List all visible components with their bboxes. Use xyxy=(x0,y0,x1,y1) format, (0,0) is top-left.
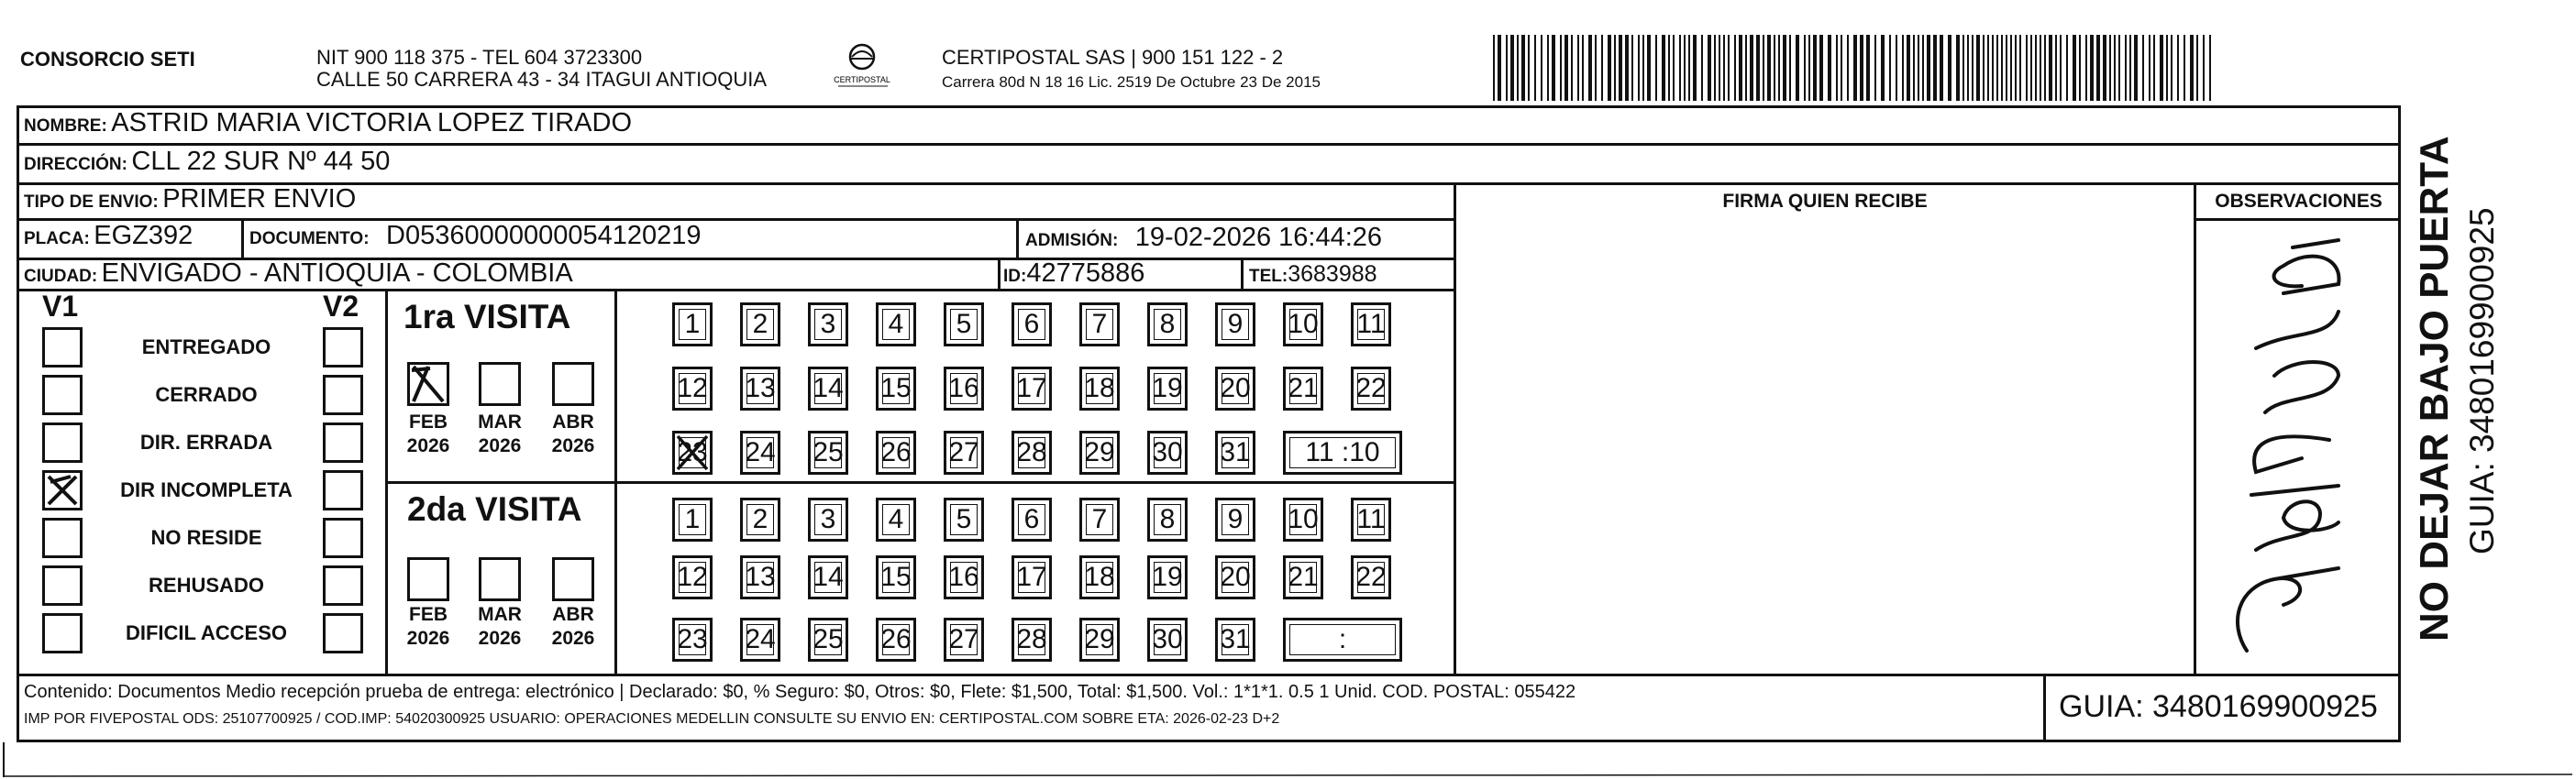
company-address: CALLE 50 CARRERA 43 - 34 ITAGUI ANTIOQUIA xyxy=(316,68,768,91)
month-label: FEB 2026 xyxy=(406,604,450,649)
barcode-bar xyxy=(1992,35,1994,101)
barcode-bar xyxy=(1860,35,1863,101)
barcode-bar xyxy=(2060,35,2062,101)
barcode-bar xyxy=(1528,35,1530,101)
barcode-bar xyxy=(2184,35,2185,101)
day-box[interactable]: 3 xyxy=(808,498,848,542)
day-box[interactable]: 16 xyxy=(944,367,984,411)
barcode xyxy=(1493,35,2217,101)
barcode-bar xyxy=(1927,35,1930,101)
day-box[interactable]: 30 xyxy=(1147,431,1188,475)
barcode-bar xyxy=(1983,35,1985,101)
day-box[interactable]: 27 xyxy=(944,431,984,475)
visit2-title: 2da VISITA xyxy=(407,490,582,528)
v2-header: V2 xyxy=(323,290,359,323)
barcode-bar xyxy=(1673,35,1675,101)
documento-value: D05360000000054120219 xyxy=(386,221,702,250)
barcode-bar xyxy=(1813,35,1817,101)
barcode-bar xyxy=(2118,35,2120,101)
direccion-value: CLL 22 SUR Nº 44 50 xyxy=(131,147,391,176)
barcode-bar xyxy=(1828,35,1831,101)
company-name: CONSORCIO SETI xyxy=(20,48,195,71)
admision-value: 19-02-2026 16:44:26 xyxy=(1134,223,1383,252)
barcode-bar xyxy=(1783,35,1786,101)
day-box[interactable]: 24 xyxy=(740,431,780,475)
month-label: ABR 2026 xyxy=(551,604,595,649)
ciudad-value: ENVIGADO - ANTIOQUIA - COLOMBIA xyxy=(101,258,573,288)
barcode-bar xyxy=(1972,35,1973,101)
barcode-bar xyxy=(1956,35,1960,101)
tipo-value: PRIMER ENVIO xyxy=(162,184,357,214)
day-box[interactable]: 11 xyxy=(1351,302,1391,346)
ciudad-label: CIUDAD: xyxy=(24,267,98,286)
barcode-bar xyxy=(1693,35,1697,101)
status-checkbox-v1[interactable] xyxy=(42,565,83,606)
status-checkbox-v1[interactable] xyxy=(42,518,83,558)
day-box[interactable]: 28 xyxy=(1012,618,1052,662)
documento-label: DOCUMENTO: xyxy=(249,229,370,248)
barcode-bar xyxy=(1948,35,1951,101)
barcode-bar xyxy=(2049,35,2052,101)
barcode-bar xyxy=(1987,35,1989,101)
day-box[interactable]: 21 xyxy=(1283,367,1323,411)
admision-label: ADMISIÓN: xyxy=(1025,231,1119,250)
barcode-bar xyxy=(1541,35,1542,101)
barcode-bar xyxy=(1962,35,1964,101)
barcode-bar xyxy=(2030,35,2032,101)
barcode-bar xyxy=(1866,35,1870,101)
check-mark-icon xyxy=(410,365,447,403)
month-label: MAR 2026 xyxy=(478,604,522,649)
tel-row xyxy=(1249,261,1377,288)
barcode-bar xyxy=(2073,35,2076,101)
barcode-bar xyxy=(1684,35,1686,101)
barcode-bar xyxy=(1714,35,1716,101)
barcode-bar xyxy=(1498,35,1501,101)
day-box[interactable]: 13 xyxy=(740,555,780,599)
day-box[interactable]: 21 xyxy=(1283,555,1323,599)
barcode-bar xyxy=(1745,35,1747,101)
barcode-bar xyxy=(2203,35,2205,101)
barcode-bar xyxy=(1836,35,1838,101)
side-guia: GUIA: 3480169900925 xyxy=(2463,207,2501,554)
month-label: MAR 2026 xyxy=(478,411,522,456)
day-box[interactable]: 26 xyxy=(876,618,916,662)
status-label: DIFICIL ACCESO xyxy=(125,621,287,644)
v1-header: V1 xyxy=(42,290,79,323)
day-box[interactable]: 31 xyxy=(1215,431,1255,475)
nombre-value: ASTRID MARIA VICTORIA LOPEZ TIRADO xyxy=(111,108,632,137)
status-checkbox-v2[interactable] xyxy=(323,518,363,558)
day-box[interactable]: 28 xyxy=(1012,431,1052,475)
observaciones-header: OBSERVACIONES xyxy=(2215,191,2383,212)
status-label: NO RESIDE xyxy=(150,526,262,549)
status-label: CERRADO xyxy=(155,383,258,406)
status-checkbox-v1[interactable] xyxy=(42,375,83,415)
barcode-bar xyxy=(1778,35,1780,101)
placa-value: EGZ392 xyxy=(94,221,193,250)
barcode-bar xyxy=(1881,35,1885,101)
barcode-bar xyxy=(1668,35,1670,101)
barcode-bar xyxy=(1662,35,1665,101)
barcode-bar xyxy=(1510,35,1514,101)
status-checkbox-v1[interactable] xyxy=(42,327,83,368)
barcode-bar xyxy=(2209,35,2211,101)
barcode-bar xyxy=(2134,35,2138,101)
tel-value: 3683988 xyxy=(1288,261,1377,287)
barcode-bar xyxy=(1819,35,1823,101)
day-box[interactable]: 13 xyxy=(740,367,780,411)
status-checkbox-v2[interactable] xyxy=(323,470,363,510)
barcode-bar xyxy=(1889,35,1891,101)
placa-row xyxy=(24,221,193,251)
barcode-bar xyxy=(2006,35,2007,101)
barcode-bar xyxy=(1756,35,1760,101)
day-box[interactable]: 9 xyxy=(1215,498,1255,542)
day-box[interactable]: 1 xyxy=(672,498,713,542)
no-dejar-bajo-puerta: NO DEJAR BAJO PUERTA xyxy=(2412,136,2457,642)
tipo-label: TIPO DE ENVIO: xyxy=(24,192,159,212)
day-box[interactable]: 11 xyxy=(1351,498,1391,542)
barcode-bar xyxy=(1608,35,1611,101)
barcode-bar xyxy=(2125,35,2127,101)
time-box[interactable]: 11 :10 xyxy=(1283,431,1402,475)
footer-imp: IMP POR FIVEPOSTAL ODS: 25107700925 / COD.IMP: 54020300925 USUARIO: OPERACIONES MEDELLIN CONSULTE SU ENVIO EN: CERTIPOSTAL.COM SOBRE ETA: 2026-02-23 D+2 xyxy=(24,711,1280,727)
month-checkbox[interactable] xyxy=(407,557,449,601)
day-box[interactable]: 15 xyxy=(876,555,916,599)
day-box[interactable]: 6 xyxy=(1012,302,1052,346)
barcode-bar xyxy=(1874,35,1876,101)
barcode-bar xyxy=(2114,35,2116,101)
day-box[interactable]: 8 xyxy=(1147,498,1188,542)
handwritten-signature xyxy=(2201,220,2384,669)
admision-row xyxy=(1025,223,1382,253)
day-box[interactable]: 3 xyxy=(808,302,848,346)
barcode-bar xyxy=(1595,35,1597,101)
barcode-bar xyxy=(1739,35,1742,101)
day-box[interactable]: 7 xyxy=(1079,498,1120,542)
barcode-bar xyxy=(2026,35,2028,101)
day-box[interactable]: 20 xyxy=(1215,367,1255,411)
barcode-bar xyxy=(1534,35,1536,101)
day-box[interactable]: 10 xyxy=(1283,302,1323,346)
ciudad-row xyxy=(24,258,573,289)
firma-header: FIRMA QUIEN RECIBE xyxy=(1722,191,1928,212)
day-box[interactable]: 27 xyxy=(944,618,984,662)
day-box[interactable]: 26 xyxy=(876,431,916,475)
barcode-bar xyxy=(1506,35,1508,101)
barcode-bar xyxy=(1796,35,1799,101)
documento-row xyxy=(249,221,702,251)
certipostal-logo xyxy=(827,42,901,97)
barcode-bar xyxy=(1582,35,1584,101)
time-box[interactable]: : xyxy=(1283,618,1402,662)
barcode-bar xyxy=(2149,35,2150,101)
day-box[interactable]: 29 xyxy=(1079,618,1120,662)
barcode-bar xyxy=(2109,35,2111,101)
nombre-label: NOMBRE: xyxy=(24,116,107,136)
barcode-bar xyxy=(2171,35,2172,101)
barcode-bar xyxy=(1728,35,1730,101)
day-box[interactable]: 25 xyxy=(808,618,848,662)
barcode-bar xyxy=(1940,35,1943,101)
barcode-bar xyxy=(1655,35,1657,101)
barcode-bar xyxy=(2129,35,2131,101)
barcode-bar xyxy=(1853,35,1857,101)
barcode-bar xyxy=(2190,35,2194,101)
barcode-bar xyxy=(1631,35,1633,101)
day-box[interactable]: 22 xyxy=(1351,555,1391,599)
license-info: Carrera 80d N 18 16 Lic. 2519 De Octubre 23 De 2015 xyxy=(942,73,1321,91)
day-box[interactable]: 5 xyxy=(944,302,984,346)
barcode-bar xyxy=(2096,35,2100,101)
barcode-bar xyxy=(1679,35,1681,101)
day-box[interactable]: 19 xyxy=(1147,367,1188,411)
barcode-bar xyxy=(2153,35,2155,101)
day-box[interactable]: 15 xyxy=(876,367,916,411)
nit-tel: NIT 900 118 375 - TEL 604 3723300 xyxy=(316,46,643,69)
barcode-bar xyxy=(2040,35,2041,101)
day-box[interactable]: 2 xyxy=(740,498,780,542)
tipo-row xyxy=(24,184,356,214)
barcode-bar xyxy=(1902,35,1904,101)
check-mark-icon xyxy=(45,473,80,508)
footer-guia: GUIA: 3480169900925 xyxy=(2059,689,2378,724)
barcode-bar xyxy=(1642,35,1644,101)
barcode-bar xyxy=(1577,35,1579,101)
barcode-bar xyxy=(1734,35,1736,101)
day-box[interactable]: 16 xyxy=(944,555,984,599)
barcode-bar xyxy=(1719,35,1720,101)
nombre-row xyxy=(24,108,632,138)
barcode-bar xyxy=(1967,35,1969,101)
barcode-bar xyxy=(1601,35,1603,101)
barcode-bar xyxy=(1933,35,1937,101)
barcode-bar xyxy=(1701,35,1703,101)
barcode-bar xyxy=(1847,35,1849,101)
visit1-title: 1ra VISITA xyxy=(404,298,571,335)
barcode-bar xyxy=(1767,35,1771,101)
status-checkbox-v1[interactable] xyxy=(42,470,83,510)
status-label: DIR. ERRADA xyxy=(139,431,273,454)
barcode-bar xyxy=(2142,35,2144,101)
barcode-bar xyxy=(1638,35,1640,101)
barcode-bar xyxy=(2090,35,2094,101)
status-label: REHUSADO xyxy=(149,574,264,597)
day-box[interactable]: 12 xyxy=(672,367,713,411)
barcode-bar xyxy=(1907,35,1910,101)
barcode-bar xyxy=(1808,35,1810,101)
id-value: 42775886 xyxy=(1026,258,1145,288)
certipostal-info: CERTIPOSTAL SAS | 900 151 122 - 2 xyxy=(942,46,1284,69)
barcode-bar xyxy=(2196,35,2198,101)
day-box[interactable]: 29 xyxy=(1079,431,1120,475)
barcode-bar xyxy=(2001,35,2003,101)
barcode-bar xyxy=(1996,35,1998,101)
placa-label: PLACA: xyxy=(24,229,90,248)
day-box[interactable]: 17 xyxy=(1012,555,1052,599)
barcode-bar xyxy=(1521,35,1525,101)
day-box[interactable]: 20 xyxy=(1215,555,1255,599)
barcode-bar xyxy=(2103,35,2106,101)
status-checkbox-v2[interactable] xyxy=(323,422,363,463)
day-box[interactable]: 23 xyxy=(672,431,713,475)
month-checkbox[interactable] xyxy=(479,362,521,406)
barcode-bar xyxy=(2055,35,2057,101)
barcode-bar xyxy=(1564,35,1568,101)
logo-text: CERTIPOSTAL xyxy=(834,75,890,84)
barcode-bar xyxy=(1560,35,1562,101)
day-box[interactable]: 7 xyxy=(1079,302,1120,346)
barcode-bar xyxy=(1774,35,1775,101)
barcode-bar xyxy=(1763,35,1764,101)
day-box[interactable]: 14 xyxy=(808,555,848,599)
barcode-bar xyxy=(1896,35,1897,101)
barcode-bar xyxy=(2035,35,2037,101)
day-box[interactable]: 18 xyxy=(1079,555,1120,599)
id-row xyxy=(1003,258,1144,289)
barcode-bar xyxy=(2015,35,2017,101)
barcode-bar xyxy=(1517,35,1519,101)
status-checkbox-v2[interactable] xyxy=(323,565,363,606)
status-checkbox-v1[interactable] xyxy=(42,422,83,463)
direccion-label: DIRECCIÓN: xyxy=(24,155,127,174)
barcode-bar xyxy=(1552,35,1555,101)
month-checkbox[interactable] xyxy=(552,362,594,406)
day-box[interactable]: 6 xyxy=(1012,498,1052,542)
footer-contenido: Contenido: Documentos Medio recepción prueba de entrega: electrónico | Declarado: $0, % Seguro: $0, Otros: $0, Flete: $1,500, Total: $1,500. Vol.: 1*1*1. 0.5 1 Unid. COD. POSTAL: 055422 xyxy=(24,682,1576,702)
barcode-bar xyxy=(1708,35,1711,101)
barcode-bar xyxy=(1588,35,1592,101)
barcode-bar xyxy=(1841,35,1842,101)
barcode-bar xyxy=(1976,35,1980,101)
barcode-bar xyxy=(2079,35,2081,101)
check-mark-icon xyxy=(675,433,710,472)
day-box[interactable]: 23 xyxy=(672,618,713,662)
day-box[interactable]: 24 xyxy=(740,618,780,662)
day-box[interactable]: 8 xyxy=(1147,302,1188,346)
day-box[interactable]: 1 xyxy=(672,302,713,346)
scan-border-marks xyxy=(0,733,2576,779)
barcode-bar xyxy=(1619,35,1622,101)
month-checkbox[interactable] xyxy=(552,557,594,601)
day-box[interactable]: 12 xyxy=(672,555,713,599)
month-checkbox[interactable] xyxy=(479,557,521,601)
day-box[interactable]: 14 xyxy=(808,367,848,411)
barcode-bar xyxy=(2160,35,2163,101)
barcode-bar xyxy=(1804,35,1806,101)
barcode-bar xyxy=(1688,35,1690,101)
day-box[interactable]: 18 xyxy=(1079,367,1120,411)
status-checkbox-v2[interactable] xyxy=(323,327,363,368)
barcode-bar xyxy=(1625,35,1629,101)
status-checkbox-v2[interactable] xyxy=(323,375,363,415)
day-box[interactable]: 22 xyxy=(1351,367,1391,411)
status-label: ENTREGADO xyxy=(141,335,271,358)
barcode-bar xyxy=(2177,35,2179,101)
day-box[interactable]: 25 xyxy=(808,431,848,475)
tel-label: TEL: xyxy=(1249,267,1288,286)
barcode-bar xyxy=(2010,35,2012,101)
barcode-bar xyxy=(1922,35,1924,101)
month-label: FEB 2026 xyxy=(406,411,450,456)
barcode-bar xyxy=(1493,35,1495,101)
day-box[interactable]: 5 xyxy=(944,498,984,542)
barcode-bar xyxy=(2085,35,2087,101)
barcode-bar xyxy=(1547,35,1549,101)
barcode-bar xyxy=(2044,35,2046,101)
day-box[interactable]: 4 xyxy=(876,498,916,542)
barcode-bar xyxy=(1647,35,1651,101)
month-label: ABR 2026 xyxy=(551,411,595,456)
day-box[interactable]: 17 xyxy=(1012,367,1052,411)
status-checkbox-v2[interactable] xyxy=(323,613,363,653)
barcode-bar xyxy=(1789,35,1791,101)
barcode-bar xyxy=(1918,35,1919,101)
id-label: ID: xyxy=(1003,267,1027,286)
barcode-bar xyxy=(1750,35,1753,101)
day-box[interactable]: 19 xyxy=(1147,555,1188,599)
status-label: DIR INCOMPLETA xyxy=(120,478,293,501)
barcode-bar xyxy=(1571,35,1573,101)
month-checkbox[interactable] xyxy=(407,362,449,406)
day-box[interactable]: 30 xyxy=(1147,618,1188,662)
barcode-bar xyxy=(2166,35,2168,101)
status-checkbox-v1[interactable] xyxy=(42,613,83,653)
day-box[interactable]: 9 xyxy=(1215,302,1255,346)
day-box[interactable]: 10 xyxy=(1283,498,1323,542)
barcode-bar xyxy=(1913,35,1915,101)
day-box[interactable]: 4 xyxy=(876,302,916,346)
day-box[interactable]: 31 xyxy=(1215,618,1255,662)
barcode-bar xyxy=(2019,35,2021,101)
barcode-bar xyxy=(1723,35,1725,101)
barcode-bar xyxy=(1614,35,1616,101)
barcode-bar xyxy=(2066,35,2068,101)
day-box[interactable]: 2 xyxy=(740,302,780,346)
direccion-row xyxy=(24,147,390,177)
